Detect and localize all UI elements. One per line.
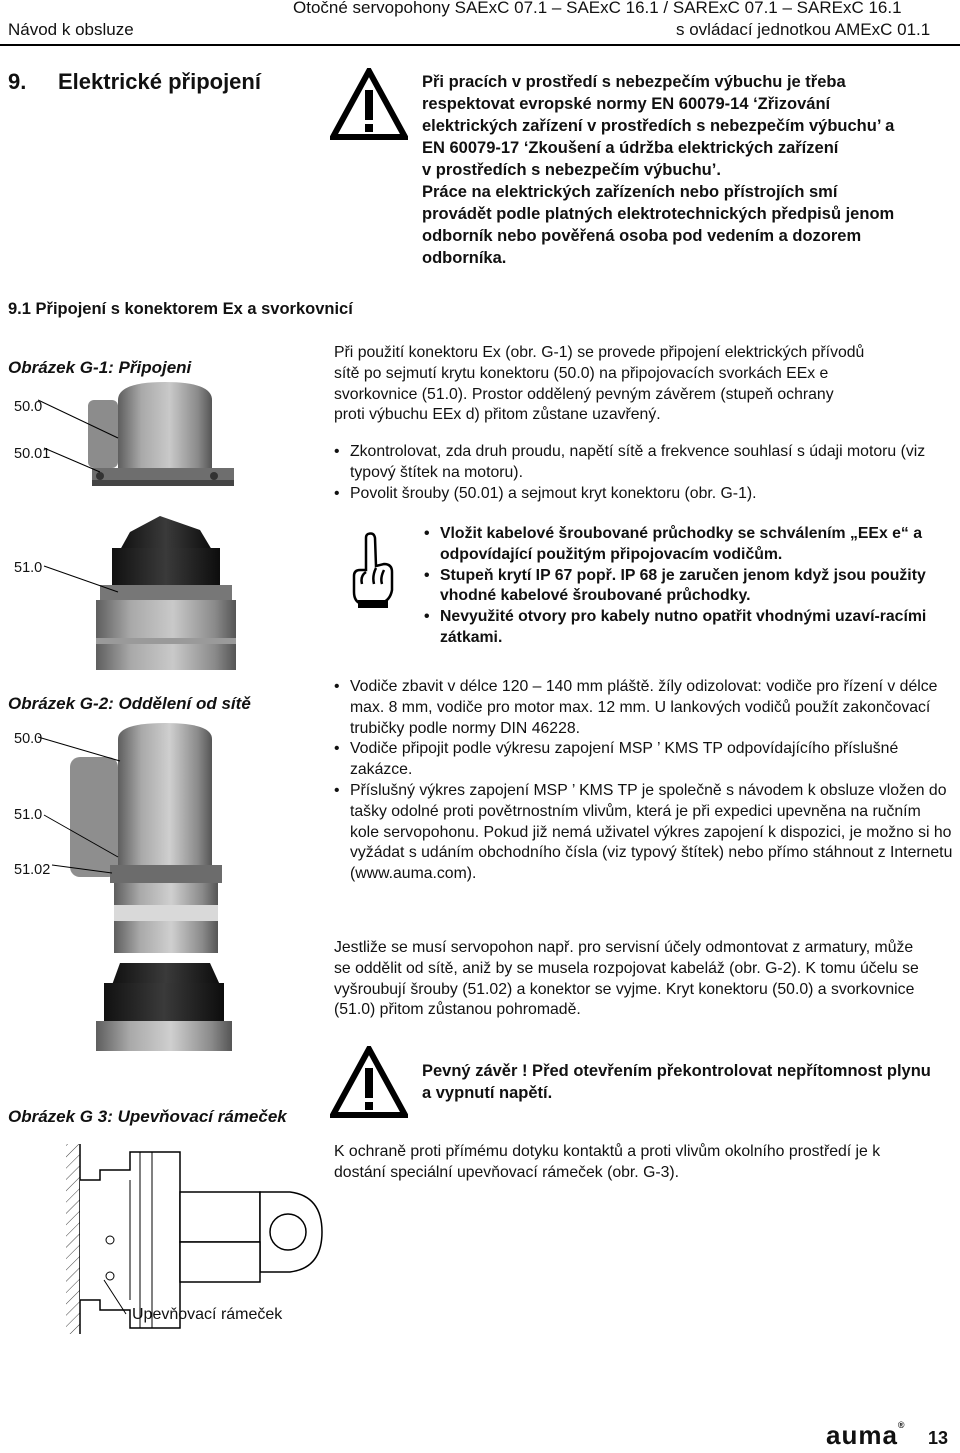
figure-g2-caption: Obrázek G-2: Oddělení od sítě bbox=[8, 694, 251, 713]
warning-line: odborníka. bbox=[422, 249, 507, 267]
warning-line: elektrických zařízení v prostředích s nebezpečím výbuchu’ a bbox=[422, 117, 895, 135]
figure-g2-label-screws: 51.02 bbox=[14, 862, 51, 878]
list-item: • Vodiče připojit podle výkresu zapojení MSP ’ KMS TP odpovídajícího příslušné zakázce. bbox=[334, 739, 954, 781]
warning-line: provádět podle platných elektrotechnických předpisů jenom bbox=[422, 205, 895, 223]
figure-g2-label-terminal: 51.0 bbox=[14, 807, 43, 823]
warning-line: respektovat evropské normy EN 60079-14 ‘Zřizování bbox=[422, 95, 831, 113]
separation-paragraph: Jestliže se musí servopohon např. pro servisní účely odmontovat z armatury, může se oddělit od sítě, aniž by se musela rozpojovat kabeláž (obr. G-2). K tomu účelu se vyšroubují šrouby (51.02) a konektor se vyjme. Kryt konektoru (50.0) a svorkovnice (51.0) přitom zůstanou pohromadě. bbox=[334, 939, 919, 1019]
list-item: • Příslušný výkres zapojení MSP ’ KMS TP je společně s návodem k obsluze vložen do tašky odolné proti povětrnostním vlivům, která je při expedici upevněna na ručním kole servopohonu. Pokud již nemá uživatel výkres zapojení k dispozici, je možno si ho vyžádat s udáním obchodního čísla (viz typový štítek) nebo přímo stáhnout z Internetu (www.auma.com). bbox=[334, 781, 954, 885]
figure-g2-drawing bbox=[0, 715, 320, 1075]
auma-logo bbox=[826, 1420, 906, 1451]
intro-line: sítě po sejmutí krytu konektoru (50.0) na připojovacích svorkách EEx e bbox=[334, 364, 829, 382]
subsection-title: 9.1 Připojení s konektorem Ex a svorkovnicí bbox=[8, 300, 353, 318]
warning-triangle-icon bbox=[330, 1046, 408, 1118]
warning-line: odborník nebo pověřená osoba pod vedením a dozorem bbox=[422, 227, 862, 245]
figure-g1-label-terminal: 51.0 bbox=[14, 560, 43, 576]
page-number: 13 bbox=[928, 1428, 949, 1448]
flameproof-warning: Pevný závěr ! Před otevřením překontrolovat nepřítomnost plynu a vypnutí napětí. bbox=[422, 1062, 931, 1102]
header-control-unit: s ovládací jednotkou AMExC 01.1 bbox=[676, 20, 931, 39]
figure-g2-label-cover: 50.0 bbox=[14, 731, 43, 747]
header-product-line: Otočné servopohony SAExC 07.1 – SAExC 16.1 / SARExC 07.1 – SARExC 16.1 bbox=[293, 0, 902, 17]
figure-g1-label-cover: 50.0 bbox=[14, 399, 43, 415]
list-item: • Zkontrolovat, zda druh proudu, napětí sítě a frekvence souhlasí s údaji motoru (viz typový štítek na motoru). bbox=[334, 442, 934, 484]
figure-g3-caption: Obrázek G 3: Upevňovací rámeček bbox=[8, 1107, 287, 1126]
warning-line: EN 60079-17 ‘Zkoušení a údržba elektrických zařízení bbox=[422, 139, 839, 157]
pointing-hand-icon bbox=[348, 532, 400, 610]
figure-g1-caption: Obrázek G-1: Připojeni bbox=[8, 358, 192, 377]
connector-intro bbox=[334, 343, 954, 426]
header-manual-title: Návod k obsluze bbox=[8, 20, 134, 39]
header-left-line1 bbox=[8, 0, 13, 18]
header-rule bbox=[0, 44, 960, 46]
figure-g3-frame-label: Upevňovací rámeček bbox=[132, 1306, 283, 1323]
gland-requirements bbox=[424, 524, 944, 649]
intro-line: Při použití konektoru Ex (obr. G-1) se provede připojení elektrických přívodů bbox=[334, 344, 865, 361]
section-title: Elektrické připojení bbox=[58, 69, 261, 94]
warning-triangle-icon bbox=[330, 68, 408, 140]
logo-registered-mark: ® bbox=[897, 1420, 906, 1430]
intro-line: svorkovnice (51.0). Prostor oddělený pevným závěrem (stupeň ochrany bbox=[334, 385, 834, 403]
warning-line: Při pracích v prostředí s nebezpečím výbuchu je třeba bbox=[422, 73, 846, 91]
intro-line: proti výbuchu EEx d) přitom zůstane uzavřený. bbox=[334, 406, 661, 424]
logo-text: auma bbox=[826, 1420, 898, 1450]
list-item: • Stupeň krytí IP 67 popř. IP 68 je zaručen jenom když jsou použity vhodné kabelové šroubované průchodky. bbox=[424, 566, 944, 608]
wiring-instructions bbox=[334, 677, 954, 885]
list-item: • Vodiče zbavit v délce 120 – 140 mm pláště. žíly odizolovat: vodiče pro řízení v délce max. 8 mm, vodiče pro motor max. 12 mm. U lankových vodičů použít zakončovací trubičky podle normy DIN 46228. bbox=[334, 677, 954, 739]
figure-g1-label-screws: 50.01 bbox=[14, 446, 51, 462]
section-number: 9. bbox=[8, 69, 27, 94]
warning-line: v prostředích s nebezpečím výbuchu’. bbox=[422, 161, 721, 179]
list-item: • Vložit kabelové šroubované průchodky se schválením „EEx e“ a odpovídající použitým připojovacím vodičům. bbox=[424, 524, 944, 566]
list-item: • Povolit šrouby (50.01) a sejmout kryt konektoru (obr. G-1). bbox=[334, 484, 934, 505]
check-list bbox=[334, 442, 934, 504]
warning-line: Práce na elektrických zařízeních nebo přístrojích smí bbox=[422, 183, 838, 201]
list-item: • Nevyužité otvory pro kabely nutno opatřit vhodnými uzaví-racími zátkami. bbox=[424, 607, 944, 649]
figure-g1-drawing bbox=[0, 380, 320, 670]
explosion-warning bbox=[422, 71, 952, 269]
frame-paragraph: K ochraně proti přímému dotyku kontaktů a proti vlivům okolního prostředí je k dostání speciální upevňovací rámeček (obr. G-3). bbox=[334, 1143, 881, 1181]
